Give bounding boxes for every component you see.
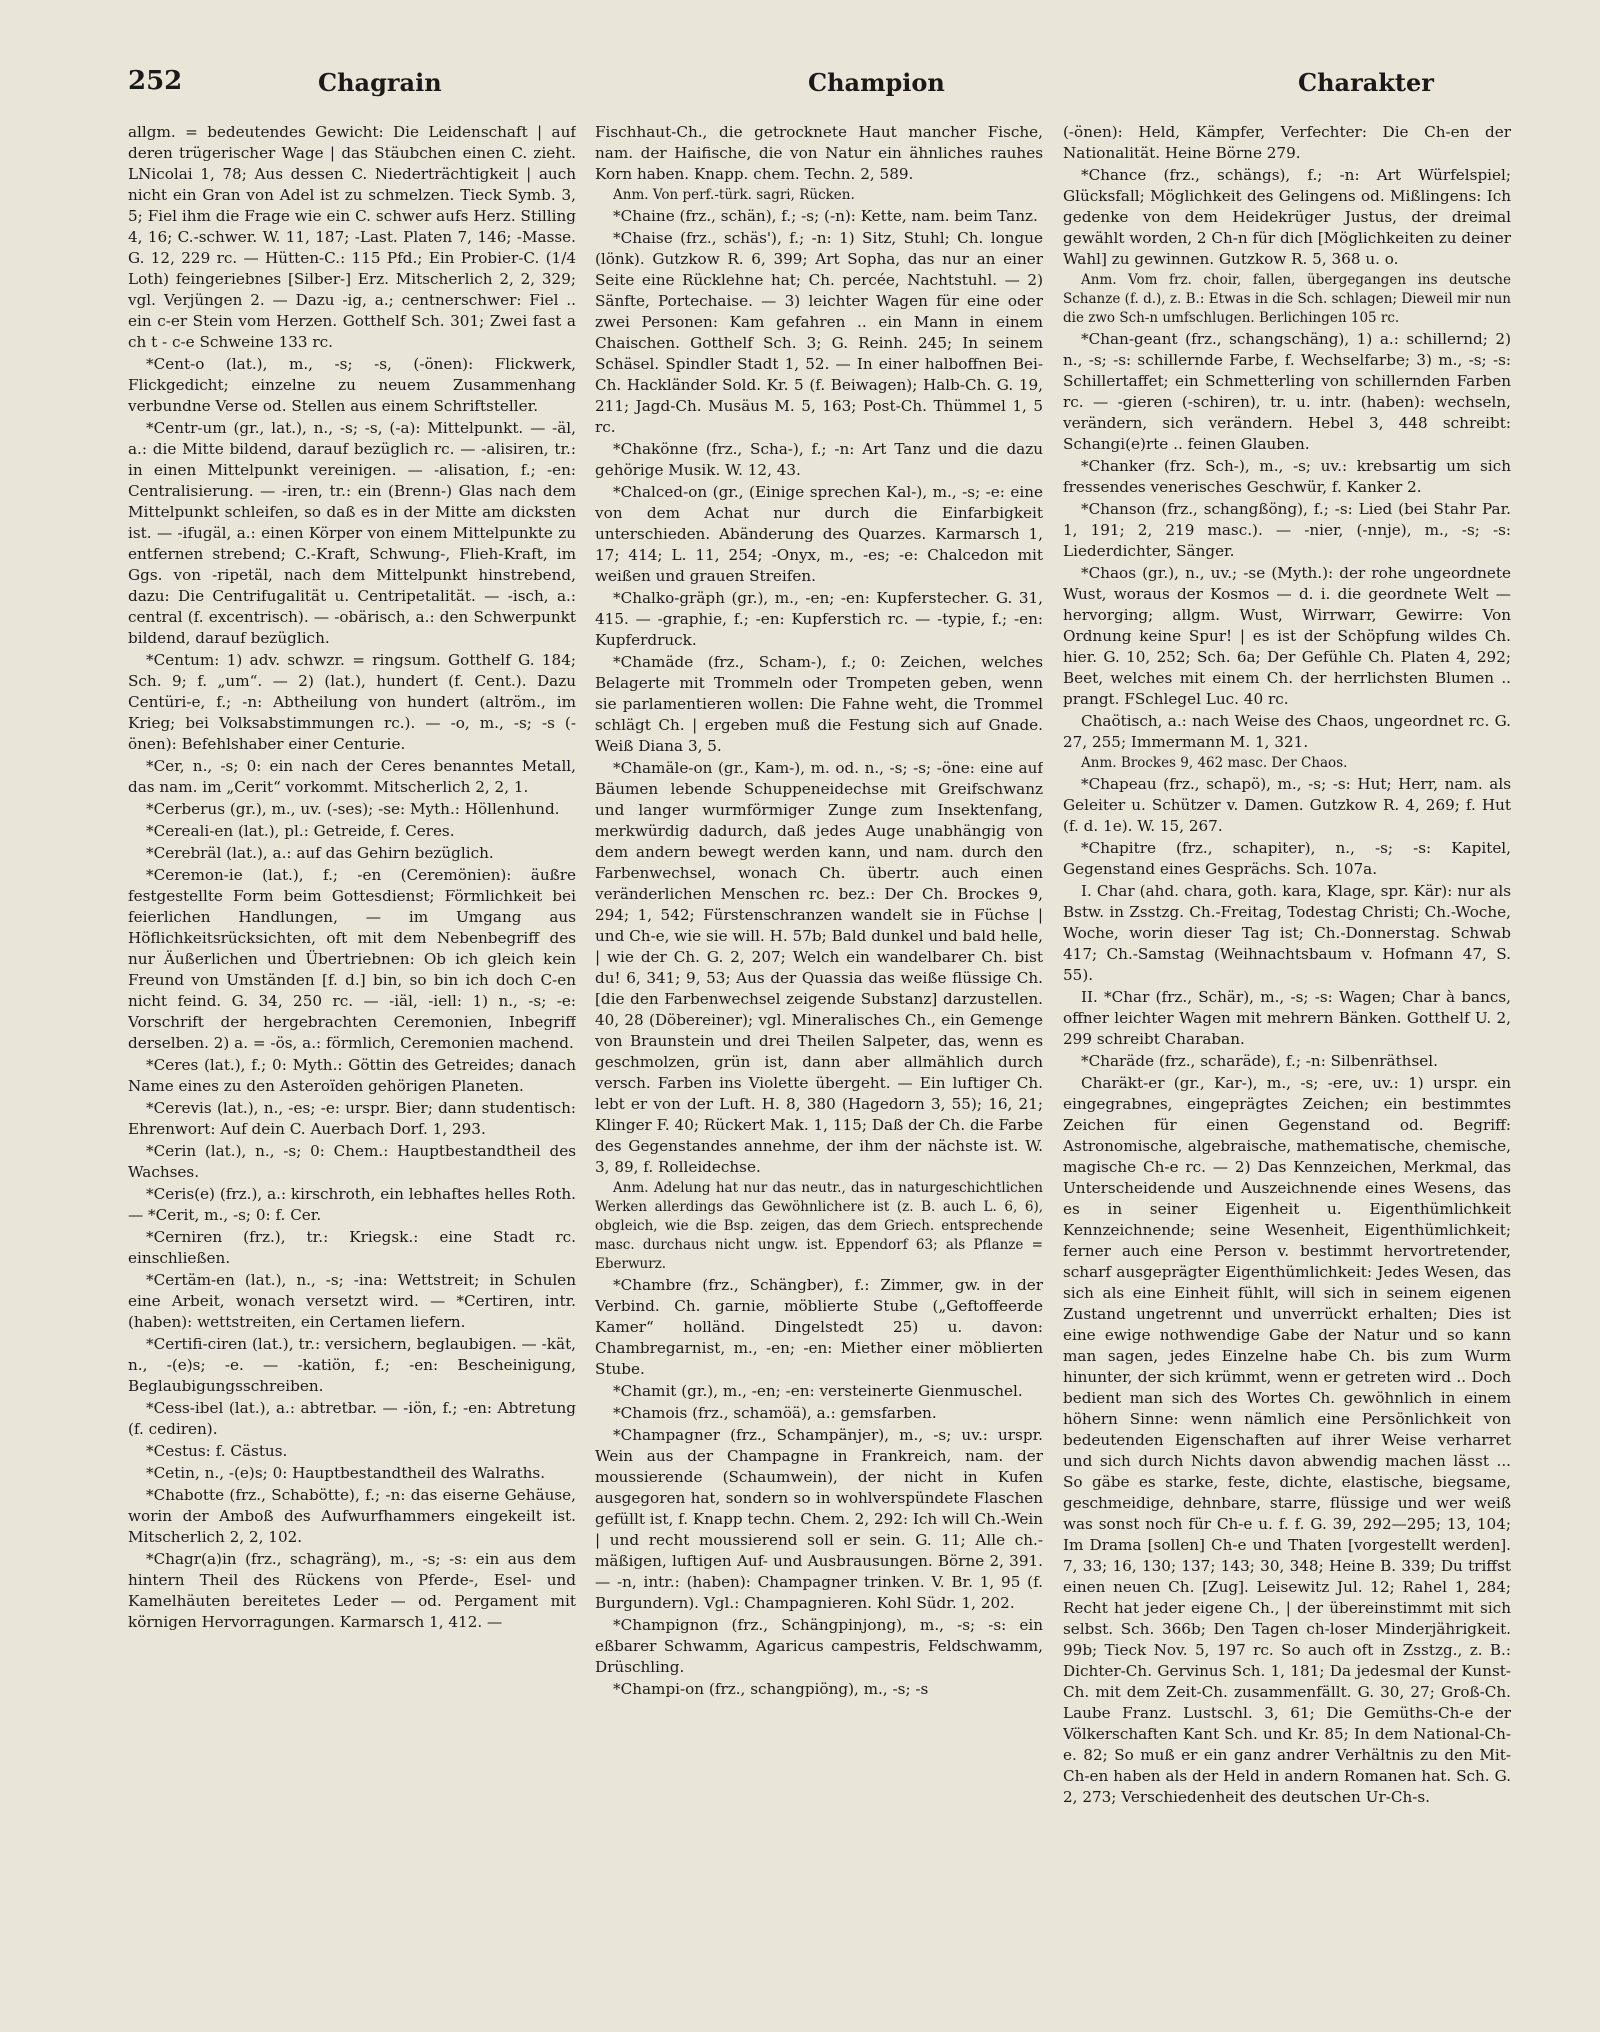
page-header	[128, 66, 1510, 106]
dictionary-entry: *Chapitre (frz., schapiter), n., -s; -s: Kapitel, Gegenstand eines Gesprächs. Sch. 107a.	[1063, 839, 1511, 878]
header-right-headword: Charakter	[1298, 68, 1434, 97]
dictionary-entry: *Champignon (frz., Schängpinjong), m., -s; -s: ein eßbarer Schwamm, Agaricus campestris, Feldschwamm, Drüschling.	[595, 1616, 1043, 1676]
dictionary-entry: Charäkt-er (gr., Kar-), m., -s; -ere, uv.: 1) urspr. ein eingegrabnes, eingeprägtes Zeichen; ein bestimmtes Zeichen für einen Gegenstand od. Begriff: Astronomische, algebraische, mathematische, chemische, magische Ch-e rc. — 2) Das Kennzeichen, Merkmal, das Unterscheidende und Auszeichnende eines Wesens, das es in seiner Eigenheit u. Eigenthümlichkeit Kennzeichnende; seine Wesenheit, Eigenthümlichkeit; ferner auch eine Person v. bestimmt hervortretender, scharf ausgeprägter Eigenthümlichkeit: Jedes Wesen, das sich als eine Einheit fühlt, will sich in seinem eigenen Zustand ungetrennt und unverrückt erhalten; Dies ist eine ewige nothwendige Gabe der Natur und so kann man sagen, jedes Einzelne habe Ch. bis zum Wurm hinunter, der sich krümmt, wenn er getreten wird .. Doch bedient man sich des Wortes Ch. gewöhnlich in einem höhern Sinne: wenn nämlich eine Persönlichkeit von bedeutenden Eigenschaften auf ihrer Weise verharret und sich durch Nichts davon abwendig machen lässt ... So gäbe es starke, feste, dichte, elastische, biegsame, geschmeidige, dehnbare, starre, flüssige und wer weiß was sonst noch für Ch-e u. f. f. G. 39, 292—295; 13, 104; Im Drama [sollen] Ch-e und Thaten [vorgestellt werden]. 7, 33; 16, 130; 137; 143; 30, 348; Heine B. 339; Du triffst einen neuen Ch. [Zug]. Leisewitz Jul. 12; Rahel 1, 284; Recht hat jeder eigene Ch., | der übereinstimmt mit sich selbst. Sch. 366b; Den Tagen ch-loser Minderjährigkeit. 99b; Tieck Nov. 5, 197 rc. So auch oft in Zsstzg., z. B.: Dichter-Ch. Gervinus Sch. 1, 181; Da jedesmal der Kunst-Ch. mit dem Zeit-Ch. zusammenfällt. G. 30, 27; Groß-Ch. Laube Franz. Lustschl. 3, 61; Die Gemüths-Ch-e der Völkerschaften Kant Sch. und Kr. 85; In dem National-Ch-e. 82; So muß er ein ganz andrer Verhältnis zu den Mit-Ch-en haben als der Held in andern Romanen hat. Sch. G. 2, 273; Verschiedenheit des deutschen Ur-Ch-s.	[1063, 1074, 1511, 1806]
dictionary-entry: Fischhaut-Ch., die getrocknete Haut mancher Fische, nam. der Haifische, die von Natur ein ähnliches rauhes Korn haben. Knapp. chem. Techn. 2, 589.	[595, 123, 1043, 183]
dictionary-entry: *Chaos (gr.), n., uv.; -se (Myth.): der rohe ungeordnete Wust, woraus der Kosmos — d. i. die geordnete Welt — hervorging; allgm. Wust, Wirrwarr, Gewirre: Von Ordnung keine Spur! | es ist der Schöpfung wildes Ch. hier. G. 10, 252; Sch. 6a; Der Gefühle Ch. Platen 4, 292; Beet, welches mit einem Ch. der herrlichsten Blumen .. prangt. FSchlegel Luc. 40 rc.	[1063, 564, 1511, 708]
dictionary-entry: *Centum: 1) adv. schwzr. = ringsum. Gotthelf G. 184; Sch. 9; f. „um“. — 2) (lat.), hundert (f. Cent.). Dazu Centüri-e, f.; -n: Abtheilung von hundert (altröm., im Krieg; bei Volksabstimmungen rc.). — -o, m., -s; -s (-önen): Befehlshaber einer Centurie.	[128, 651, 576, 753]
annotation-note: Anm. Adelung hat nur das neutr., das in naturgeschichtlichen Werken allerdings das Gewöhnlichere ist (z. B. auch L. 6, 6), obgleich, wie die Bsp. zeigen, das dem Griech. entsprechende masc. durchaus nicht ungw. ist. Eppendorf 63; als Pflanze = Eberwurz.	[595, 1180, 1043, 1272]
header-left-headword: Chagrain	[318, 68, 442, 97]
dictionary-entry: *Cess-ibel (lat.), a.: abtretbar. — -iön, f.; -en: Abtretung (f. cediren).	[128, 1399, 576, 1438]
dictionary-entry: *Chance (frz., schängs), f.; -n: Art Würfelspiel; Glücksfall; Möglichkeit des Gelingens od. Mißlingens: Ich gedenke von dem Heidekrüger Justus, der dreimal gewählt worden, 2 Ch-n für dich [Möglichkeiten zu deiner Wahl] zu gewinnen. Gutzkow R. 5, 368 u. o.	[1063, 166, 1511, 268]
dictionary-entry: *Cerniren (frz.), tr.: Kriegsk.: eine Stadt rc. einschließen.	[128, 1228, 576, 1267]
column-2	[595, 122, 1043, 2012]
dictionary-entry: *Chapeau (frz., schapö), m., -s; -s: Hut; Herr, nam. als Geleiter u. Schützer v. Damen. Gutzkow R. 4, 269; f. Hut (f. d. 1e). W. 15, 267.	[1063, 775, 1511, 835]
page-number: 252	[128, 66, 183, 96]
dictionary-entry: *Chalced-on (gr., (Einige sprechen Kal-), m., -s; -e: eine von dem Achat nur durch die Einfarbigkeit unterschieden. Abänderung des Quarzes. Karmarsch 1, 17; 414; L. 11, 254; -Onyx, m., -es; -e: Chalcedon mit weißen und grauen Streifen.	[595, 483, 1043, 585]
annotation-note: Anm. Vom frz. choir, fallen, übergegangen ins deutsche Schanze (f. d.), z. B.: Etwas in die Sch. schlagen; Dieweil mir nun die zwo Sch-n umfschlugen. Berlichingen 105 rc.	[1063, 272, 1511, 326]
dictionary-entry: *Cerebräl (lat.), a.: auf das Gehirn bezüglich.	[146, 844, 494, 862]
column-3	[1063, 122, 1511, 2012]
dictionary-entry: *Ceres (lat.), f.; 0: Myth.: Göttin des Getreides; danach Name eines zu den Asteroïden gehörigen Planeten.	[128, 1056, 576, 1095]
dictionary-entry: *Chamäde (frz., Scham-), f.; 0: Zeichen, welches Belagerte mit Trommeln oder Trompeten geben, wenn sie parlamentieren wollen: Die Fahne weht, die Trommel schlägt Ch. | ergeben muß die Festung sich auf Gnade. Weiß Diana 3, 5.	[595, 653, 1043, 755]
dictionary-entry: *Chabotte (frz., Schabötte), f.; -n: das eiserne Gehäuse, worin der Amboß des Aufwurfhammers eingekeilt ist. Mitscherlich 2, 2, 102.	[128, 1486, 576, 1546]
dictionary-entry: *Cerevis (lat.), n., -es; -e: urspr. Bier; dann studentisch: Ehrenwort: Auf dein C. Auerbach Dorf. 1, 293.	[128, 1099, 576, 1138]
dictionary-entry: *Chalko-gräph (gr.), m., -en; -en: Kupferstecher. G. 31, 415. — -graphie, f.; -en: Kupferstich rc. — -typie, f.; -en: Kupferdruck.	[595, 589, 1043, 649]
text-columns	[128, 122, 1514, 2012]
annotation-note: Anm. Von perf.-türk. sagri, Rücken.	[613, 187, 855, 203]
dictionary-entry: *Ceremon-ie (lat.), f.; -en (Ceremönien): äußre festgestellte Form beim Gottesdienst; Förmlichkeit bei feierlichen Handlungen, — im Umgang aus Höflichkeitsrücksichten, oft mit dem Nebenbegriff des nur Äußerlichen und Übertriebnen: Ob ich gleich kein Freund von Umständen [f. d.] bin, so bin ich doch C-en nicht feind. G. 34, 250 rc. — -iäl, -iell: 1) n., -s; -e: Vorschrift der hergebrachten Ceremonien, Inbegriff derselben. 2) a. = -ös, a.: förmlich, Ceremonien machend.	[128, 866, 576, 1052]
dictionary-entry: *Cereali-en (lat.), pl.: Getreide, f. Ceres.	[146, 822, 455, 840]
dictionary-entry: *Cer, n., -s; 0: ein nach der Ceres benanntes Metall, das nam. im „Cerit“ vorkommt. Mitscherlich 2, 2, 1.	[128, 757, 576, 796]
dictionary-entry: *Chagr(a)in (frz., schagräng), m., -s; -s: ein aus dem hintern Theil des Rückens von Pferde-, Esel- und Kamelhäuten bereitetes Leder — od. Pergament mit körnigen Hervorragungen. Karmarsch 1, 412. —	[128, 1550, 576, 1631]
dictionary-entry: *Cerin (lat.), n., -s; 0: Chem.: Hauptbestandtheil des Wachses.	[128, 1142, 576, 1181]
dictionary-entry: *Charäde (frz., scharäde), f.; -n: Silbenräthsel.	[1081, 1052, 1438, 1070]
dictionary-entry: II. *Char (frz., Schär), m., -s; -s: Wagen; Char à bancs, offner leichter Wagen mit mehrern Bänken. Gotthelf U. 2, 299 schreibt Charaban.	[1063, 988, 1511, 1048]
dictionary-entry: allgm. = bedeutendes Gewicht: Die Leidenschaft | auf deren trügerischer Wage | das Stäubchen einen C. zieht. LNicolai 1, 78; Aus dessen C. Niederträchtigkeit | auch nicht ein Gran von Adel ist zu schmelzen. Tieck Symb. 3, 5; Fiel ihm die Frage wie ein C. schwer aufs Herz. Stilling 4, 16; C.-schwer. W. 11, 187; -Last. Platen 7, 146; -Masse. G. 12, 229 rc. — Hütten-C.: 115 Pfd.; Ein Probier-C. (1/4 Loth) feingeriebnes [Silber-] Erz. Mitscherlich 2, 2, 329; vgl. Verjüngen 2. — Dazu -ig, a.; centnerschwer: Fiel .. ein c-er Stein vom Herzen. Gotthelf Sch. 301; Zwei fast a ch t - c-e Schweine 133 rc.	[128, 123, 576, 351]
header-center-headword: Champion	[808, 68, 945, 97]
dictionary-entry: I. Char (ahd. chara, goth. kara, Klage, spr. Kär): nur als Bstw. in Zsstzg. Ch.-Freitag, Todestag Christi; Ch.-Woche, Woche, worin dieser Tag ist; Ch.-Donnerstag. Schwab 417; Ch.-Samstag (Weihnachtsbaum v. Hofmann 47, S. 55).	[1063, 882, 1511, 984]
dictionary-entry: Chaötisch, a.: nach Weise des Chaos, ungeordnet rc. G. 27, 255; Immermann M. 1, 321.	[1063, 712, 1511, 751]
dictionary-entry: *Chambre (frz., Schängber), f.: Zimmer, gw. in der Verbind. Ch. garnie, möblierte Stube („Geftoffeerde Kamer“ holländ. Dingelstedt 25) u. davon: Chambregarnist, m., -en; -en: Miether einer möblierten Stube.	[595, 1276, 1043, 1378]
dictionary-entry: *Centr-um (gr., lat.), n., -s; -s, (-a): Mittelpunkt. — -äl, a.: die Mitte bildend, darauf bezüglich rc. — -alisiren, tr.: in einen Mittelpunkt vereinigen. — -alisation, f.; -en: Centralisierung. — -iren, tr.: ein (Brenn-) Glas nach dem Mittelpunkt schleifen, so daß es in der Mitte am dicksten ist. — -ifugäl, a.: einen Körper von einem Mittelpunkte zu entfernen strebend; C.-Kraft, Schwung-, Flieh-Kraft, im Ggs. von -ripetäl, nach dem Mittelpunkt hinstrebend, dazu: Die Centrifugalität u. Centripetalität. — -isch, a.: central (f. excentrisch). — -obärisch, a.: den Schwerpunkt bildend, darauf bezüglich.	[128, 419, 576, 647]
column-1	[128, 122, 576, 2012]
dictionary-entry: *Chamäle-on (gr., Kam-), m. od. n., -s; -s; -öne: eine auf Bäumen lebende Schuppeneidechse mit Greifschwanz und langer wurmförmiger Zunge zum Insektenfang, merkwürdig dadurch, daß jedes Auge unabhängig von dem andern bewegt werden kann, und nam. durch den Farbenwechsel, wonach Ch. übertr. auch einen veränderlichen Menschen rc. bez.: Der Ch. Brockes 9, 294; 1, 542; Fürstenschranzen wandelt sie in Füchse | und Ch-e, wie sie will. H. 57b; Bald dunkel und bald helle, | wie der Ch. G. 2, 207; Welch ein wandelbarer Ch. bist du! 6, 341; 9, 53; Aus der Quassia das weiße flüssige Ch. [die den Farbenwechsel zeigende Substanz] darzustellen. 40, 28 (Döbereiner); vgl. Mineralisches Ch., ein Gemenge von Braunstein und drei Theilen Salpeter, das, wenn es geschmolzen, grün ist, dann aber allmählich durch versch. Farben ins Violette übergeht. — Ein luftiger Ch. lebt er von der Luft. H. 8, 380 (Hagedorn 3, 55); 16, 21; Klinger F. 40; Rückert Mak. 1, 115; Daß der Ch. die Farbe des Gegenstandes annehme, der ihm der nächste ist. W. 3, 89, f. Rolleidechse.	[595, 759, 1043, 1176]
dictionary-entry: *Chanson (frz., schangßöng), f.; -s: Lied (bei Stahr Par. 1, 191; 2, 219 masc.). — -nier, (-nnje), m., -s; -s: Liederdichter, Sänger.	[1063, 500, 1511, 560]
dictionary-entry: *Certifi-ciren (lat.), tr.: versichern, beglaubigen. — -kät, n., -(e)s; -e. — -katiön, f.; -en: Bescheinigung, Beglaubigungsschreiben.	[128, 1335, 576, 1395]
dictionary-entry: *Chakönne (frz., Scha-), f.; -n: Art Tanz und die dazu gehörige Musik. W. 12, 43.	[595, 440, 1043, 479]
dictionary-entry: *Chaise (frz., schäs'), f.; -n: 1) Sitz, Stuhl; Ch. longue (lönk). Gutzkow R. 6, 399; Art Sopha, das nur an einer Seite eine Rücklehne hat; Ch. percée, Nachtstuhl. — 2) Sänfte, Portechaise. — 3) leichter Wagen für eine oder zwei Personen: Kam gefahren .. ein Mann in einem Chaischen. Gotthelf Sch. 3; G. Reinh. 245; In seinem Schäsel. Spindler Stadt 1, 52. — In einer halboffnen Bei-Ch. Hackländer Sold. Kr. 5 (f. Beiwagen); Halb-Ch. G. 19, 211; Jagd-Ch. Musäus M. 5, 163; Post-Ch. Thümmel 1, 5 rc.	[595, 229, 1043, 436]
dictionary-entry: *Cetin, n., -(e)s; 0: Hauptbestandtheil des Walraths.	[146, 1464, 546, 1482]
dictionary-entry: *Chanker (frz. Sch-), m., -s; uv.: krebsartig um sich fressendes venerisches Geschwür, f. Kanker 2.	[1063, 457, 1511, 496]
dictionary-entry: (-önen): Held, Kämpfer, Verfechter: Die Ch-en der Nationalität. Heine Börne 279.	[1063, 123, 1511, 162]
dictionary-entry: *Cent-o (lat.), m., -s; -s, (-önen): Flickwerk, Flickgedicht; einzelne zu neuem Zusammenhang verbundne Verse od. Stellen aus einem Schriftsteller.	[128, 355, 576, 415]
dictionary-entry: *Champi-on (frz., schangpiöng), m., -s; -s	[613, 1680, 929, 1698]
dictionary-entry: *Chamit (gr.), m., -en; -en: versteinerte Gienmuschel.	[613, 1382, 1023, 1400]
dictionary-entry: *Chaine (frz., schän), f.; -s; (-n): Kette, nam. beim Tanz.	[613, 207, 1038, 225]
dictionary-entry: *Cestus: f. Cästus.	[146, 1442, 288, 1460]
dictionary-entry: *Certäm-en (lat.), n., -s; -ina: Wettstreit; in Schulen eine Arbeit, wonach versetzt wird. — *Certiren, intr. (haben): wettstreiten, ein Certamen liefern.	[128, 1271, 576, 1331]
dictionary-entry: *Chan-geant (frz., schangschäng), 1) a.: schillernd; 2) n., -s; -s: schillernde Farbe, f. Wechselfarbe; 3) m., -s; -s: Schillertaffet; ein Schmetterling von schillernden Farben rc. — -gieren (-schiren), tr. u. intr. (haben): wechseln, verändern, sich verändern. Hebel 3, 448 schreibt: Schangi(e)rte .. feinen Glauben.	[1063, 330, 1511, 453]
dictionary-entry: *Chamois (frz., schamöä), a.: gemsfarben.	[613, 1404, 937, 1422]
dictionary-entry: *Ceris(e) (frz.), a.: kirschroth, ein lebhaftes helles Roth. — *Cerit, m., -s; 0: f. Cer.	[128, 1185, 576, 1224]
dictionary-entry: *Cerberus (gr.), m., uv. (-ses); -se: Myth.: Höllenhund.	[146, 800, 560, 818]
annotation-note: Anm. Brockes 9, 462 masc. Der Chaos.	[1081, 755, 1348, 771]
dictionary-entry: *Champagner (frz., Schampänjer), m., -s; uv.: urspr. Wein aus der Champagne in Frankreich, nam. der moussierende (Schaumwein), der nicht in Kufen ausgegoren hat, sondern so in wohlverspündete Flaschen gefüllt ist, f. Knapp techn. Chem. 2, 292: Ich will Ch.-Wein | und recht moussierend soll er sein. G. 11; Alle ch.-mäßigen, luftigen Auf- und Ausbrausungen. Börne 2, 391. — -n, intr.: (haben): Champagner trinken. V. Br. 1, 95 (f. Burgundern). Vgl.: Champagnieren. Kohl Südr. 1, 202.	[595, 1426, 1043, 1612]
